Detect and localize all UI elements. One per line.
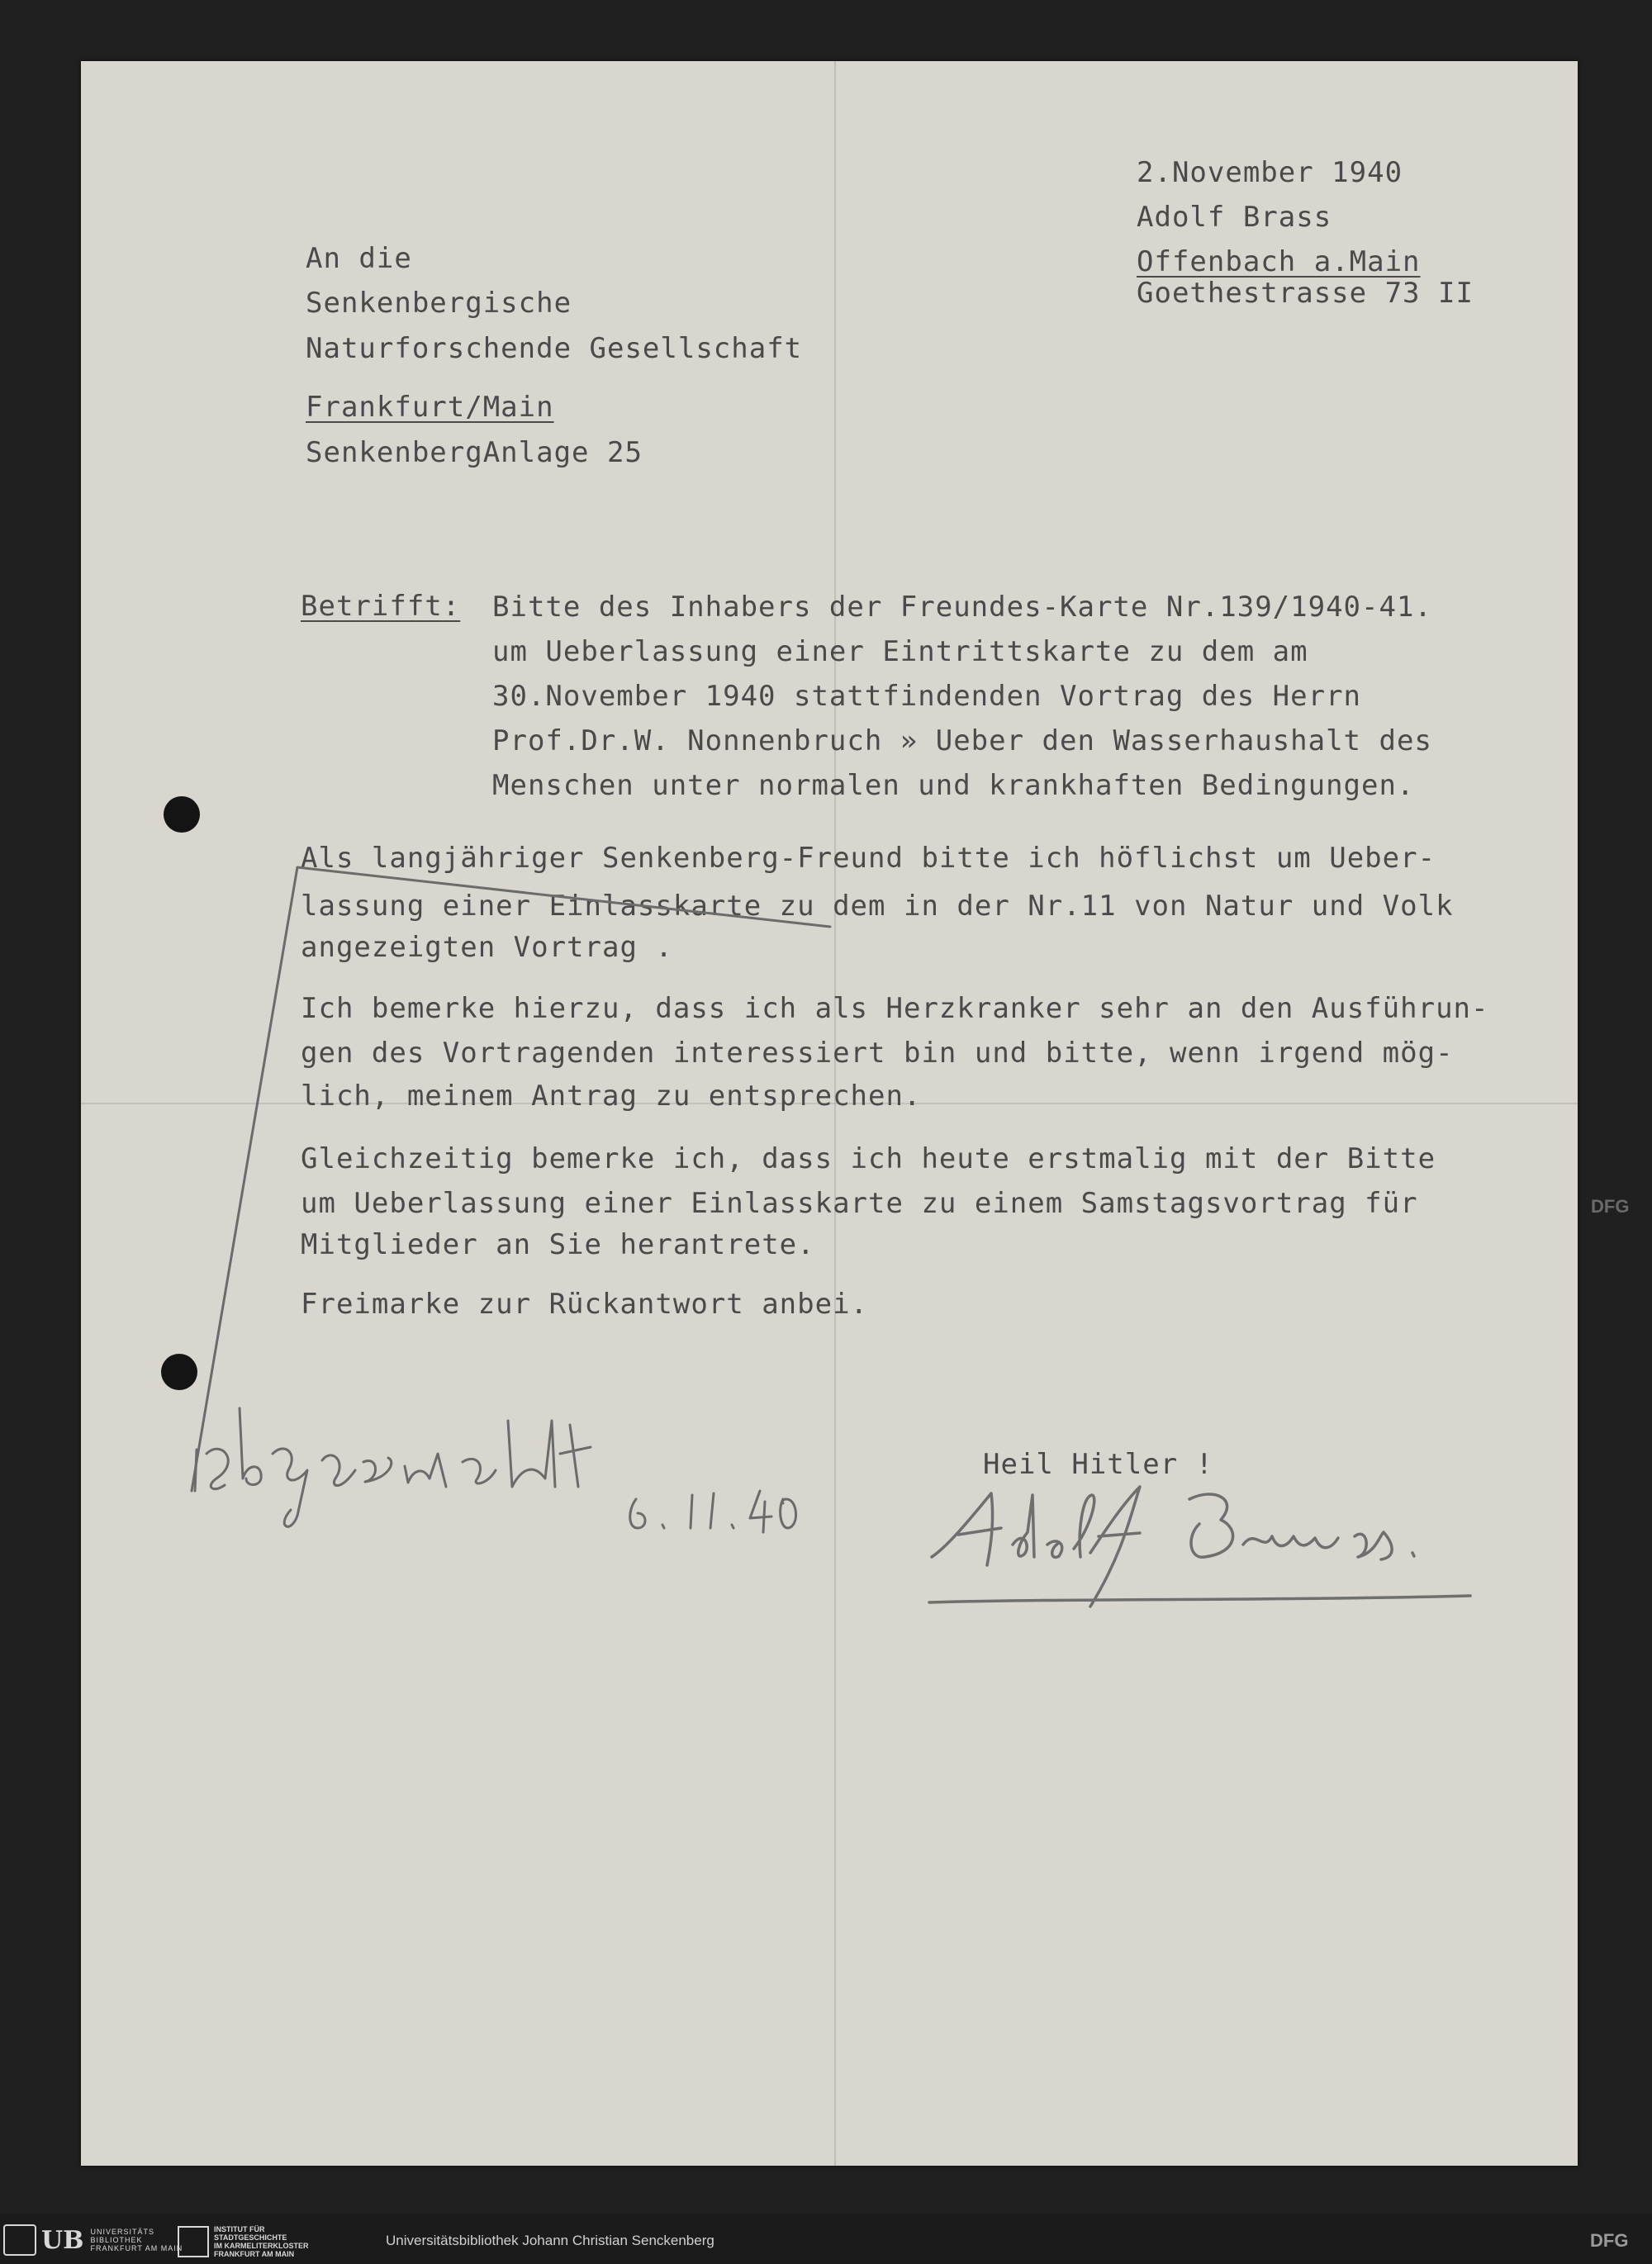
ub-logo: [3, 2224, 183, 2257]
body-line: um Ueberlassung einer Einlasskarte zu einem Samstagsvortrag für: [301, 1187, 1418, 1220]
isg-logo-text: INSTITUT FÜR STADTGESCHICHTE IM KARMELITERKLOSTER FRANKFURT AM MAIN: [214, 2225, 309, 2258]
ub-logo-text: UB: [41, 2225, 84, 2255]
subject-line: um Ueberlassung einer Eintrittskarte zu dem am: [492, 635, 1308, 668]
body-line: Mitglieder an Sie herantrete.: [301, 1228, 815, 1261]
subject-line: Bitte des Inhabers der Freundes-Karte Nr.139/1940-41.: [492, 591, 1432, 624]
ub-logo-mark: [3, 2224, 36, 2256]
dfg-logo: DFG: [1590, 2230, 1629, 2251]
body-line: Ich bemerke hierzu, dass ich als Herzkranker sehr an den Ausführun-: [301, 992, 1489, 1025]
body-line: Als langjähriger Senkenberg-Freund bitte ich höflichst um Ueber-: [301, 842, 1436, 875]
isg-logo-mark: [178, 2226, 209, 2257]
recipient-city: Frankfurt/Main: [306, 391, 554, 424]
recipient-line: Senkenbergische: [306, 287, 572, 320]
subject-label: Betrifft:: [301, 590, 461, 623]
sender-city: Offenbach a.Main: [1137, 245, 1421, 278]
letter-date: 2.November 1940: [1137, 156, 1403, 189]
body-line: lich, meinem Antrag zu entsprechen.: [301, 1080, 922, 1113]
letter-paper: [81, 61, 1578, 2166]
recipient-line: An die: [306, 242, 412, 275]
punch-hole-top: [164, 796, 200, 833]
isg-logo: [178, 2225, 309, 2258]
closing-salutation: Heil Hitler !: [983, 1448, 1214, 1481]
sender-street: Goethestrasse 73 II: [1137, 277, 1474, 310]
recipient-line: Naturforschende Gesellschaft: [306, 332, 803, 365]
sender-name: Adolf Brass: [1137, 201, 1332, 234]
dfg-side-logo: DFG: [1591, 1196, 1630, 1217]
body-line: lassung einer Einlasskarte zu dem in der Nr.11 von Natur und Volk: [301, 890, 1454, 923]
body-line: gen des Vortragenden interessiert bin und bitte, wenn irgend mög-: [301, 1037, 1454, 1070]
library-credit: Universitätsbibliothek Johann Christian Senckenberg: [386, 2233, 714, 2248]
body-line: Gleichzeitig bemerke ich, dass ich heute erstmalig mit der Bitte: [301, 1142, 1436, 1175]
ub-logo-subtext: UNIVERSITÄTS BIBLIOTHEK FRANKFURT AM MAIN: [90, 2228, 183, 2252]
subject-line: 30.November 1940 stattfindenden Vortrag des Herrn: [492, 680, 1362, 713]
recipient-street: SenkenbergAnlage 25: [306, 436, 643, 469]
body-line: angezeigten Vortrag .: [301, 931, 673, 964]
punch-hole-bottom: [161, 1354, 197, 1390]
fold-line-vertical: [834, 61, 836, 2166]
body-line: Freimarke zur Rückantwort anbei.: [301, 1288, 869, 1321]
subject-line: Prof.Dr.W. Nonnenbruch » Ueber den Wasserhaushalt des: [492, 724, 1432, 757]
subject-line: Menschen unter normalen und krankhaften Bedingungen.: [492, 769, 1415, 802]
